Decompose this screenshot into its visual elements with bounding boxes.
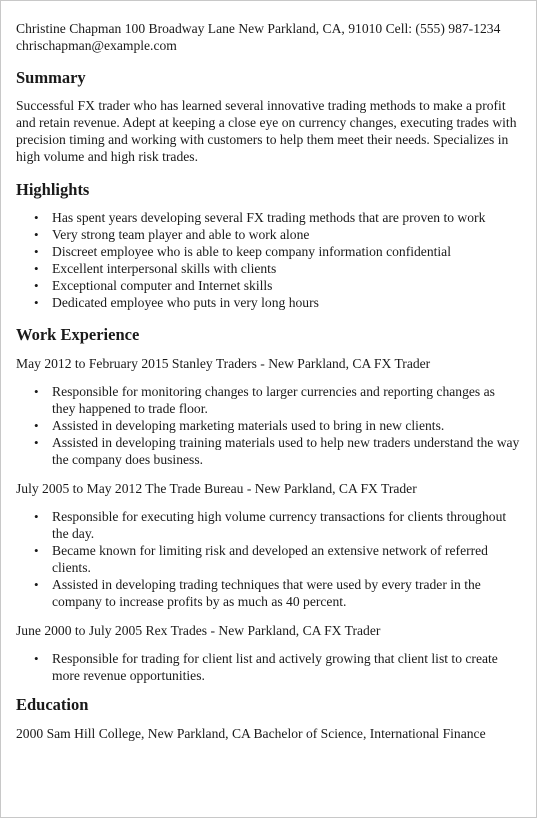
highlight-item: • Dedicated employee who puts in very long hours [52,294,521,311]
highlight-item: • Exceptional computer and Internet skills [52,277,521,294]
highlights-heading: Highlights [16,180,90,199]
highlight-item: • Discreet employee who is able to keep company information confidential [52,243,521,260]
job-entry [16,355,521,468]
job-bullets [16,383,521,468]
job-bullet: • Assisted in developing trading techniques that were used by every trader in the company to increase profits by as much as 40 percent. [52,576,521,610]
highlight-item: • Very strong team player and able to work alone [52,226,521,243]
job-title-line: May 2012 to February 2015 Stanley Traders - New Parkland, CA FX Trader [16,356,431,371]
job-title-line: July 2005 to May 2012 The Trade Bureau - New Parkland, CA FX Trader [16,481,417,496]
job-bullet: • Assisted in developing training materials used to help new traders understand the way the company does business. [52,434,521,468]
summary-text: Successful FX trader who has learned several innovative trading methods to make a profit and retain revenue. Adept at keeping a close eye on currency changes, executing trades with precision timing and working with customers to help them meet their needs. Specializes in high volume and high risk trades. [16,98,517,164]
job-bullet: • Responsible for trading for client list and actively growing that client list to create more revenue opportunities. [52,650,521,684]
job-entry [16,480,521,610]
education-entry: 2000 Sam Hill College, New Parkland, CA Bachelor of Science, International Finance [16,726,486,741]
job-bullet: • Responsible for executing high volume currency transactions for clients throughout the day. [52,508,521,542]
job-bullet: • Became known for limiting risk and developed an extensive network of referred clients. [52,542,521,576]
highlight-item: • Has spent years developing several FX trading methods that are proven to work [52,209,521,226]
highlight-item: • Excellent interpersonal skills with clients [52,260,521,277]
job-bullets [16,650,521,684]
job-bullets [16,508,521,610]
job-bullet: • Assisted in developing marketing materials used to bring in new clients. [52,417,521,434]
highlights-list [16,209,521,311]
contact-info: Christine Chapman 100 Broadway Lane New Parkland, CA, 91010 Cell: (555) 987-1234 chrischapman@example.com [16,21,501,53]
summary-heading: Summary [16,68,86,87]
job-entry [16,622,521,684]
work-experience-heading: Work Experience [16,325,140,344]
job-bullet: • Responsible for monitoring changes to larger currencies and reporting changes as they happened to trade floor. [52,383,521,417]
job-title-line: June 2000 to July 2005 Rex Trades - New Parkland, CA FX Trader [16,623,381,638]
education-heading: Education [16,695,89,714]
